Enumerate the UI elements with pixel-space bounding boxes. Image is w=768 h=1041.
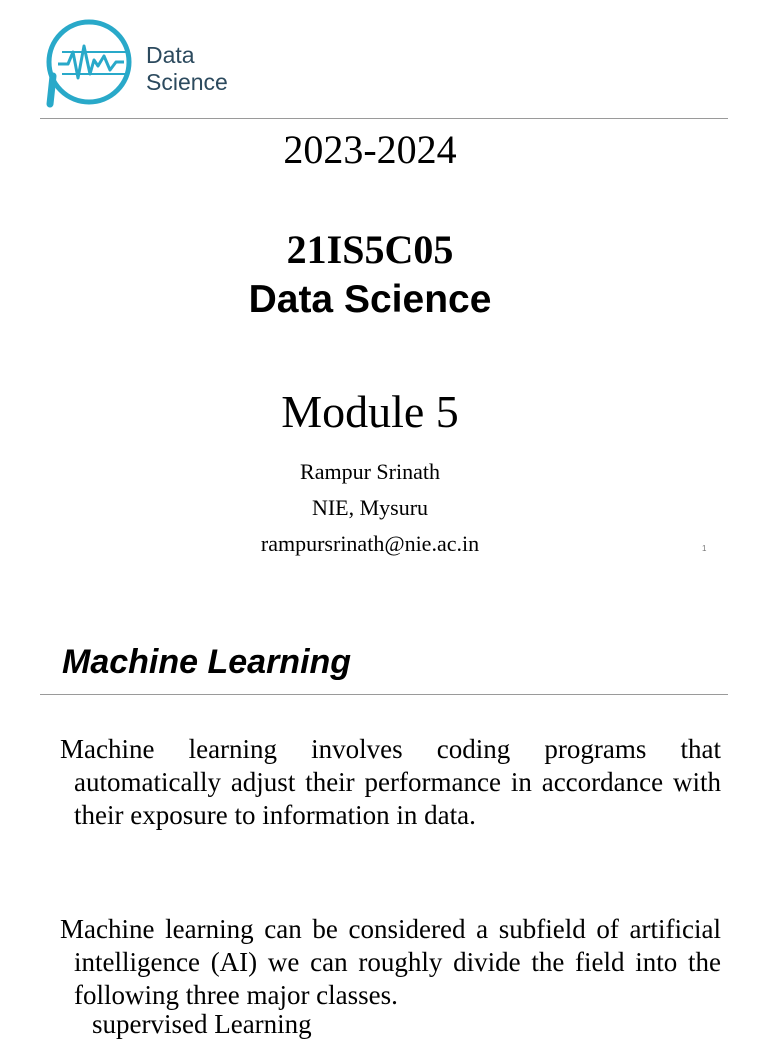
course-name: Data Science bbox=[248, 278, 492, 321]
header-divider bbox=[40, 118, 728, 119]
paragraph-1: Machine learning involves coding programs that automatically adjust their performance in accordance with their exposure to information in data. bbox=[60, 734, 721, 830]
logo-text-line2: Science bbox=[146, 69, 228, 95]
partial-line: supervised Learning bbox=[92, 1009, 312, 1039]
author-email: rampursrinath@nie.ac.in bbox=[260, 531, 480, 556]
logo-text bbox=[146, 42, 228, 96]
data-science-logo-icon bbox=[40, 16, 138, 114]
title-divider bbox=[40, 694, 728, 695]
course-code: 21IS5C05 bbox=[286, 227, 454, 272]
author-block bbox=[0, 454, 740, 562]
author-institution: NIE, Mysuru bbox=[311, 495, 429, 520]
module-title: Module 5 bbox=[281, 386, 459, 437]
page-number: 1 bbox=[702, 544, 707, 553]
logo-text-line1: Data bbox=[146, 42, 195, 68]
slide-title: Machine Learning bbox=[62, 643, 352, 681]
academic-year: 2023-2024 bbox=[283, 127, 457, 172]
author-name: Rampur Srinath bbox=[300, 459, 440, 484]
paragraph-2: Machine learning can be considered a subfield of artificial intelligence (AI) we can roughly divide the field into the following three major classes. bbox=[60, 914, 721, 1010]
